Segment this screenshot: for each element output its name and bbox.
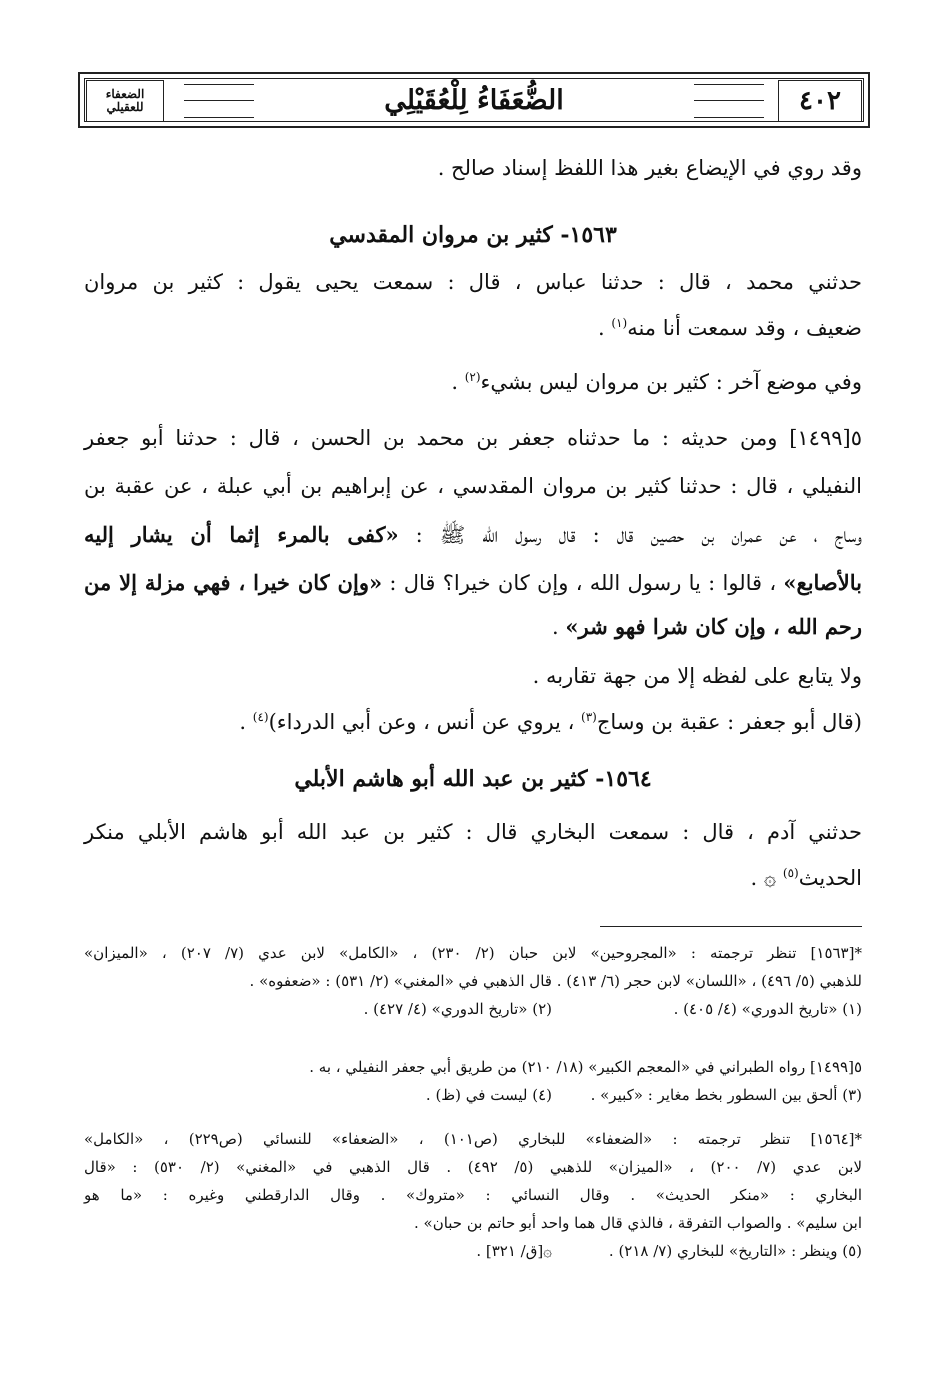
text-span: . xyxy=(598,316,612,340)
footnote-line: *[١٥٦٣] تنظر ترجمته : «المجروحين» لابن حبان (٢/ ٢٣٠) ، «الكامل» لابن عدي (٧/ ٢٠٧) ، «الميزان» xyxy=(84,944,862,962)
text-line: ولا يتابع على لفظه إلا من جهة تقاربه . xyxy=(532,664,862,688)
page-number: ٤٠٢ xyxy=(799,86,841,116)
footnote-5: (٥) وينظر : «التاريخ» للبخاري (٧/ ٢١٨) . xyxy=(608,1242,862,1260)
footnote-2: (٢) «تاريخ الدوري» (٤/ ٤٢٧) . xyxy=(363,1000,552,1018)
footnote-line: لابن عدي (٧/ ٢٠٠) ، «الميزان» للذهبي (٥/ ٤٩٢) . قال الذهبي في «المغني» (٢/ ٥٣٠) : «قال xyxy=(84,1158,862,1176)
entry-heading-1564: ١٥٦٤- كثير بن عبد الله أبو هاشم الأبلي xyxy=(294,766,652,792)
footnote-pair xyxy=(242,1000,862,1018)
footnote-line: *[١٥٦٤] تنظر ترجمته : «الضعفاء» للبخاري (ص١٠١) ، «الضعفاء» للنسائي (ص٢٢٩) ، «الكامل» xyxy=(84,1130,862,1148)
text-line: وقد روي في الإيضاع بغير هذا اللفظ إسناد صالح . xyxy=(437,156,862,180)
text-span: ، يروي عن أنس ، وعن أبي الدرداء) xyxy=(268,710,582,734)
text-span: ۞ . xyxy=(750,866,783,890)
footnote-ref-3: (٣) xyxy=(581,710,597,724)
text-line xyxy=(552,614,862,639)
footnote-3: (٣) ألحق بين السطور بخط مغاير : «كبير» . xyxy=(590,1086,862,1104)
text-span: وفي موضع آخر : كثير بن مروان ليس بشيء xyxy=(480,370,862,394)
footnote-line: للذهبي (٥/ ٤٩٦) ، «اللسان» لابن حجر (٦/ ٤١٣) . قال الذهبي في «المغني» (٢/ ٥٣١) : «ضعفوه» . xyxy=(249,972,862,990)
footnote-ref-1: (١) xyxy=(611,316,628,330)
entry-heading-1563: ١٥٦٣- كثير بن مروان المقدسي xyxy=(329,222,617,248)
text-line xyxy=(84,570,862,595)
text-span: وساج ، عن عمران بن حصين قال : قال رسول الله ﷺ : xyxy=(398,523,862,547)
text-line xyxy=(239,710,862,734)
text-span: (قال أبو جعفر : عقبة بن وساج xyxy=(596,710,862,734)
hadith-text: «وإن كان خيرا ، فهي مزلة إلا من xyxy=(84,570,383,595)
text-line xyxy=(598,316,862,340)
text-span: ضعيف ، وقد سمعت أنا منه xyxy=(627,316,862,340)
text-line xyxy=(751,866,862,890)
footnote-ref-4: (٤) xyxy=(252,710,269,724)
footnote-line: البخاري : «منكر الحديث» . وقال النسائي : «متروك» . وقال الدارقطني وغيره : «ما هو xyxy=(84,1186,862,1204)
footnote-1: (١) «تاريخ الدوري» (٤/ ٤٠٥) . xyxy=(673,1000,862,1018)
text-line: حدثني آدم ، قال : سمعت البخاري قال : كثير بن عبد الله أبو هاشم الأبلي منكر xyxy=(84,820,862,844)
book-logo xyxy=(86,80,164,122)
hadith-text: رحم الله ، وإن كان شرا فهو شر» xyxy=(565,614,862,639)
text-line: ٥[١٤٩٩] ومن حديثه : ما حدثناه جعفر بن محمد بن الحسن ، قال : حدثنا أبو جعفر xyxy=(84,426,862,450)
footnote-separator xyxy=(600,926,862,927)
text-line: حدثني محمد ، قال : حدثنا عباس ، قال : سمعت يحيى يقول : كثير بن مروان xyxy=(84,270,862,294)
ornament-left xyxy=(184,84,254,118)
book-title: الضُّعَفَاءُ لِلْعُقَيْلِي xyxy=(384,84,564,116)
page-number-box xyxy=(778,80,862,122)
book-logo-text: الضعفاء للعقيلي xyxy=(105,87,145,114)
footnote-4: (٤) ليست في (ظ) . xyxy=(425,1086,552,1104)
hadith-text: «كفى بالمرء إثما أن يشار إليه xyxy=(84,522,399,547)
page-header xyxy=(78,72,870,128)
text-line: النفيلي ، قال : حدثنا كثير بن مروان المقدسي ، عن إبراهيم بن أبي عبلة ، عن عقبة بن xyxy=(84,474,862,498)
text-span: . xyxy=(552,615,566,639)
text-line xyxy=(84,522,862,553)
hadith-text: بالأصابع» xyxy=(783,570,862,595)
text-span: . xyxy=(239,710,253,734)
text-span: الحديث xyxy=(798,866,862,890)
text-span: . xyxy=(451,370,465,394)
text-line xyxy=(451,370,862,394)
footnote-pair xyxy=(242,1242,862,1260)
footnote-pair xyxy=(242,1086,862,1104)
footnote-line: ٥[١٤٩٩] رواه الطبراني في «المعجم الكبير» (١٨/ ٢١٠) من طريق أبي جعفر النفيلي ، به . xyxy=(309,1058,862,1076)
footnote-ref-5: (٥) xyxy=(782,866,799,880)
footnote-ref-2: (٢) xyxy=(464,370,481,384)
manuscript-marker: ۞[ق/ ٣٢١] . xyxy=(476,1242,552,1260)
text-span: ، قالوا : يا رسول الله ، وإن كان خيرا؟ قال : xyxy=(382,571,784,595)
footnote-line: ابن سليم» . والصواب التفرقة ، فالذي قال هما واحد أبو حاتم بن حبان» . xyxy=(413,1214,862,1232)
